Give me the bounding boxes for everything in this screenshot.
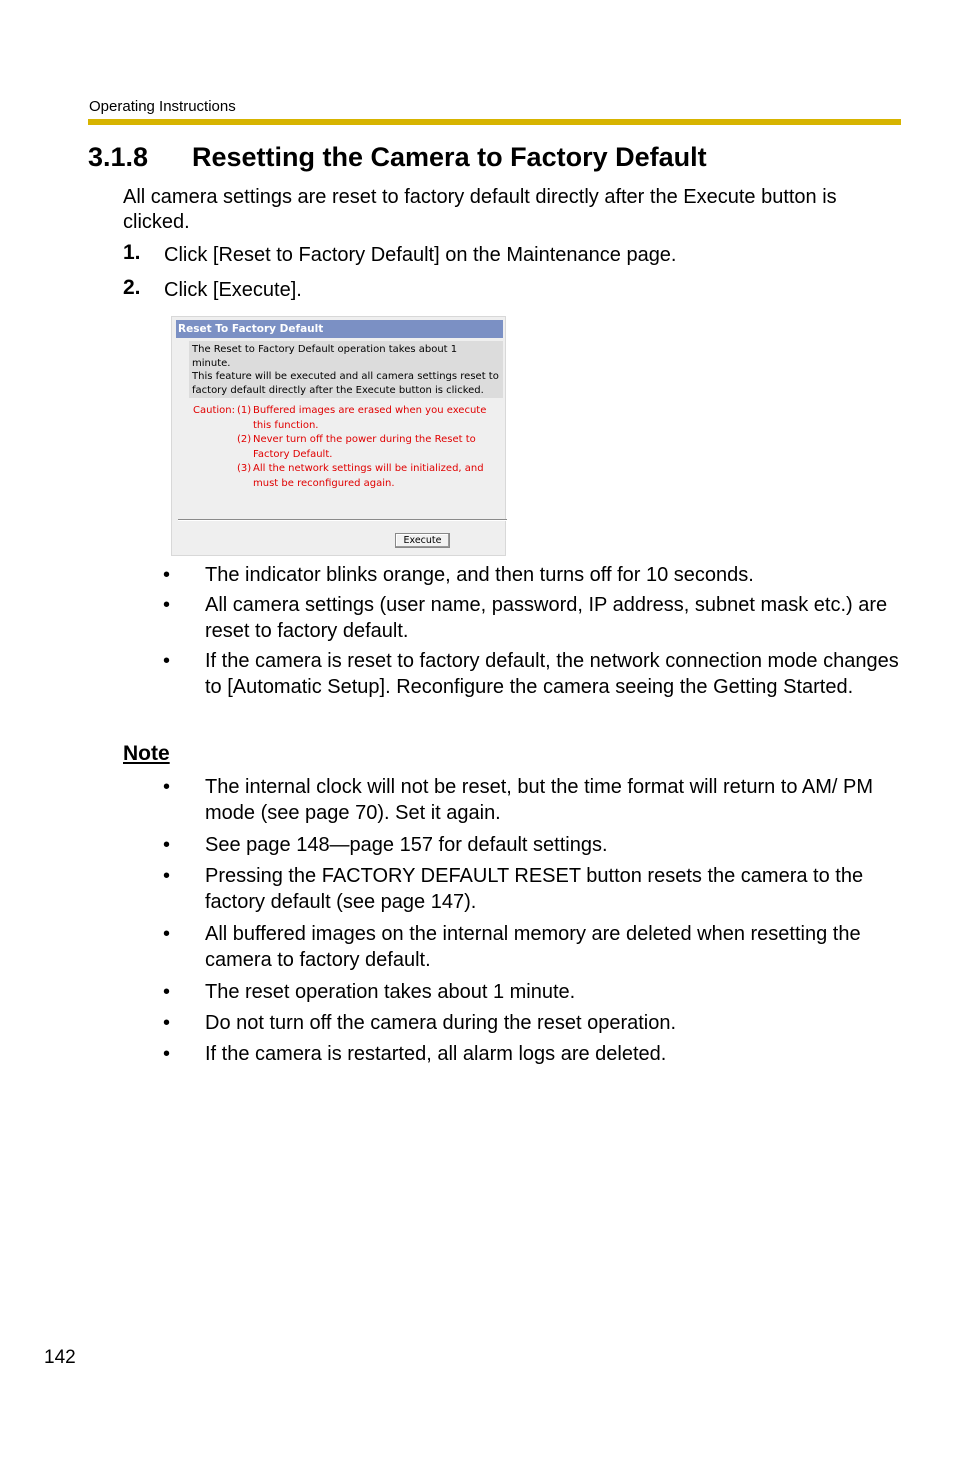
reset-dialog-screenshot	[171, 316, 506, 556]
caution-line: Buffered images are erased when you execute	[253, 405, 487, 416]
info-line: This feature will be executed and all camera settings reset to	[192, 371, 499, 382]
caution-index: (1)	[237, 405, 252, 416]
caution-line: All the network settings will be initialized, and	[253, 463, 484, 474]
bullet-icon: •	[163, 981, 171, 1003]
caution-item-1	[237, 404, 497, 433]
running-header: Operating Instructions	[89, 98, 236, 115]
caution-index: (3)	[237, 463, 252, 474]
step-text: Click [Reset to Factory Default] on the Maintenance page.	[164, 244, 677, 266]
bullet-text: If the camera is reset to factory default, the network connection mode changes to [Automatic Setup]. Reconfigure the camera seeing the Getting Started.	[205, 650, 899, 698]
panel-divider	[178, 519, 507, 521]
bullet-text: The indicator blinks orange, and then turns off for 10 seconds.	[205, 564, 754, 586]
caution-line: Never turn off the power during the Reset to	[253, 434, 476, 445]
step-number: 2.	[123, 276, 141, 299]
bullet-text: Do not turn off the camera during the reset operation.	[205, 1012, 677, 1034]
bullet-text: All buffered images on the internal memory are deleted when resetting the camera to factory default.	[205, 923, 861, 971]
intro-paragraph: All camera settings are reset to factory default directly after the Execute button is clicked.	[123, 186, 837, 233]
bullet-icon: •	[163, 564, 171, 586]
step-number: 1.	[123, 241, 141, 264]
bullet-text: If the camera is restarted, all alarm logs are deleted.	[205, 1043, 667, 1065]
bullet-icon: •	[163, 1012, 171, 1034]
bullet-text: Pressing the FACTORY DEFAULT RESET button resets the camera to the factory default (see page 147).	[205, 865, 864, 913]
bullet-icon: •	[163, 834, 171, 856]
caution-line: must be reconfigured again.	[253, 477, 395, 489]
note-heading: Note	[123, 742, 170, 765]
bullet-text: The reset operation takes about 1 minute.	[205, 981, 576, 1003]
info-line: factory default directly after the Execute button is clicked.	[192, 384, 484, 396]
bullet-text: The internal clock will not be reset, but the time format will return to AM/ PM mode (see page 70). Set it again.	[205, 776, 874, 824]
bullet-text: See page 148—page 157 for default settings.	[205, 834, 608, 856]
caution-label: Caution:	[193, 405, 235, 416]
bullet-icon: •	[163, 865, 171, 887]
caution-line: this function.	[253, 419, 319, 431]
step-text: Click [Execute].	[164, 279, 302, 301]
caution-item-2	[237, 433, 497, 462]
page-number: 142	[44, 1347, 76, 1368]
bullet-icon: •	[163, 923, 171, 945]
bullet-icon: •	[163, 650, 171, 672]
info-line: minute.	[192, 357, 231, 369]
panel-title-bar: Reset To Factory Default	[176, 320, 503, 338]
bullet-icon: •	[163, 776, 171, 798]
bullet-icon: •	[163, 594, 171, 616]
section-title	[88, 142, 707, 173]
caution-item-3	[237, 462, 497, 491]
header-divider	[88, 119, 901, 125]
section-number: 3.1.8	[88, 142, 149, 172]
bullet-text: All camera settings (user name, password, IP address, subnet mask etc.) are reset to factory default.	[205, 594, 888, 642]
info-line: The Reset to Factory Default operation takes about 1	[192, 344, 458, 355]
section-title-text: Resetting the Camera to Factory Default	[192, 142, 707, 172]
bullet-icon: •	[163, 1043, 171, 1065]
execute-button[interactable]: Execute	[395, 533, 450, 548]
caution-index: (2)	[237, 434, 252, 445]
caution-line: Factory Default.	[253, 448, 333, 460]
panel-info-box	[189, 341, 503, 398]
